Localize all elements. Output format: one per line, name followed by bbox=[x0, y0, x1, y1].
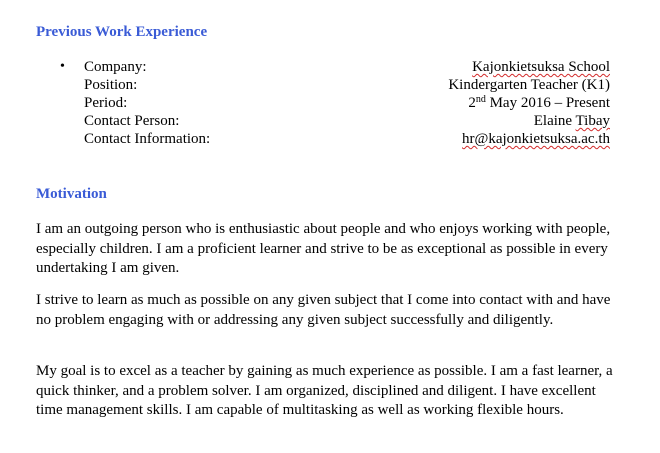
contact-person-value bbox=[534, 112, 610, 130]
bullet-icon: • bbox=[60, 59, 65, 74]
period-rest: May 2016 – Present bbox=[485, 95, 610, 111]
period-day: 2 bbox=[468, 95, 476, 111]
contact-last-name: Tibay bbox=[575, 113, 610, 129]
motivation-paragraph: I strive to learn as much as possible on any given subject that I come into contact with and have no problem engaging with or addressing any given subject successfully and diligently. bbox=[36, 292, 611, 328]
contact-information-label: Contact Information: bbox=[84, 131, 211, 147]
position-row bbox=[84, 76, 610, 94]
contact-person-label: Contact Person: bbox=[84, 113, 180, 129]
contact-information-row bbox=[84, 130, 610, 148]
contact-information-value: hr@kajonkietsuksa.ac.th bbox=[462, 131, 610, 147]
contact-first-name: Elaine bbox=[533, 113, 576, 129]
position-value: Kindergarten Teacher (K1) bbox=[448, 77, 610, 93]
period-row bbox=[84, 94, 610, 112]
previous-work-experience-heading: Previous Work Experience bbox=[36, 24, 208, 40]
period-label: Period: bbox=[84, 95, 128, 111]
position-label: Position: bbox=[84, 77, 138, 93]
period-value bbox=[468, 94, 610, 112]
period-ordinal: nd bbox=[475, 94, 486, 105]
company-value: Kajonkietsuksa School bbox=[472, 59, 610, 75]
motivation-paragraph: My goal is to excel as a teacher by gaining as much experience as possible. I am a fast learner, a quick thinker, and a problem solver. I am organized, disciplined and diligent. I have excellent time management skills. I am capable of multitasking as well as working flexible hours. bbox=[36, 363, 613, 418]
company-row bbox=[84, 58, 610, 76]
motivation-paragraph: I am an outgoing person who is enthusiastic about people and who enjoys working with people, especially children. I am a proficient learner and strive to be as exceptional as possible in every undertaking I am given. bbox=[36, 221, 611, 276]
company-label: Company: bbox=[84, 59, 147, 75]
contact-person-row bbox=[84, 112, 610, 130]
motivation-heading: Motivation bbox=[36, 186, 107, 202]
